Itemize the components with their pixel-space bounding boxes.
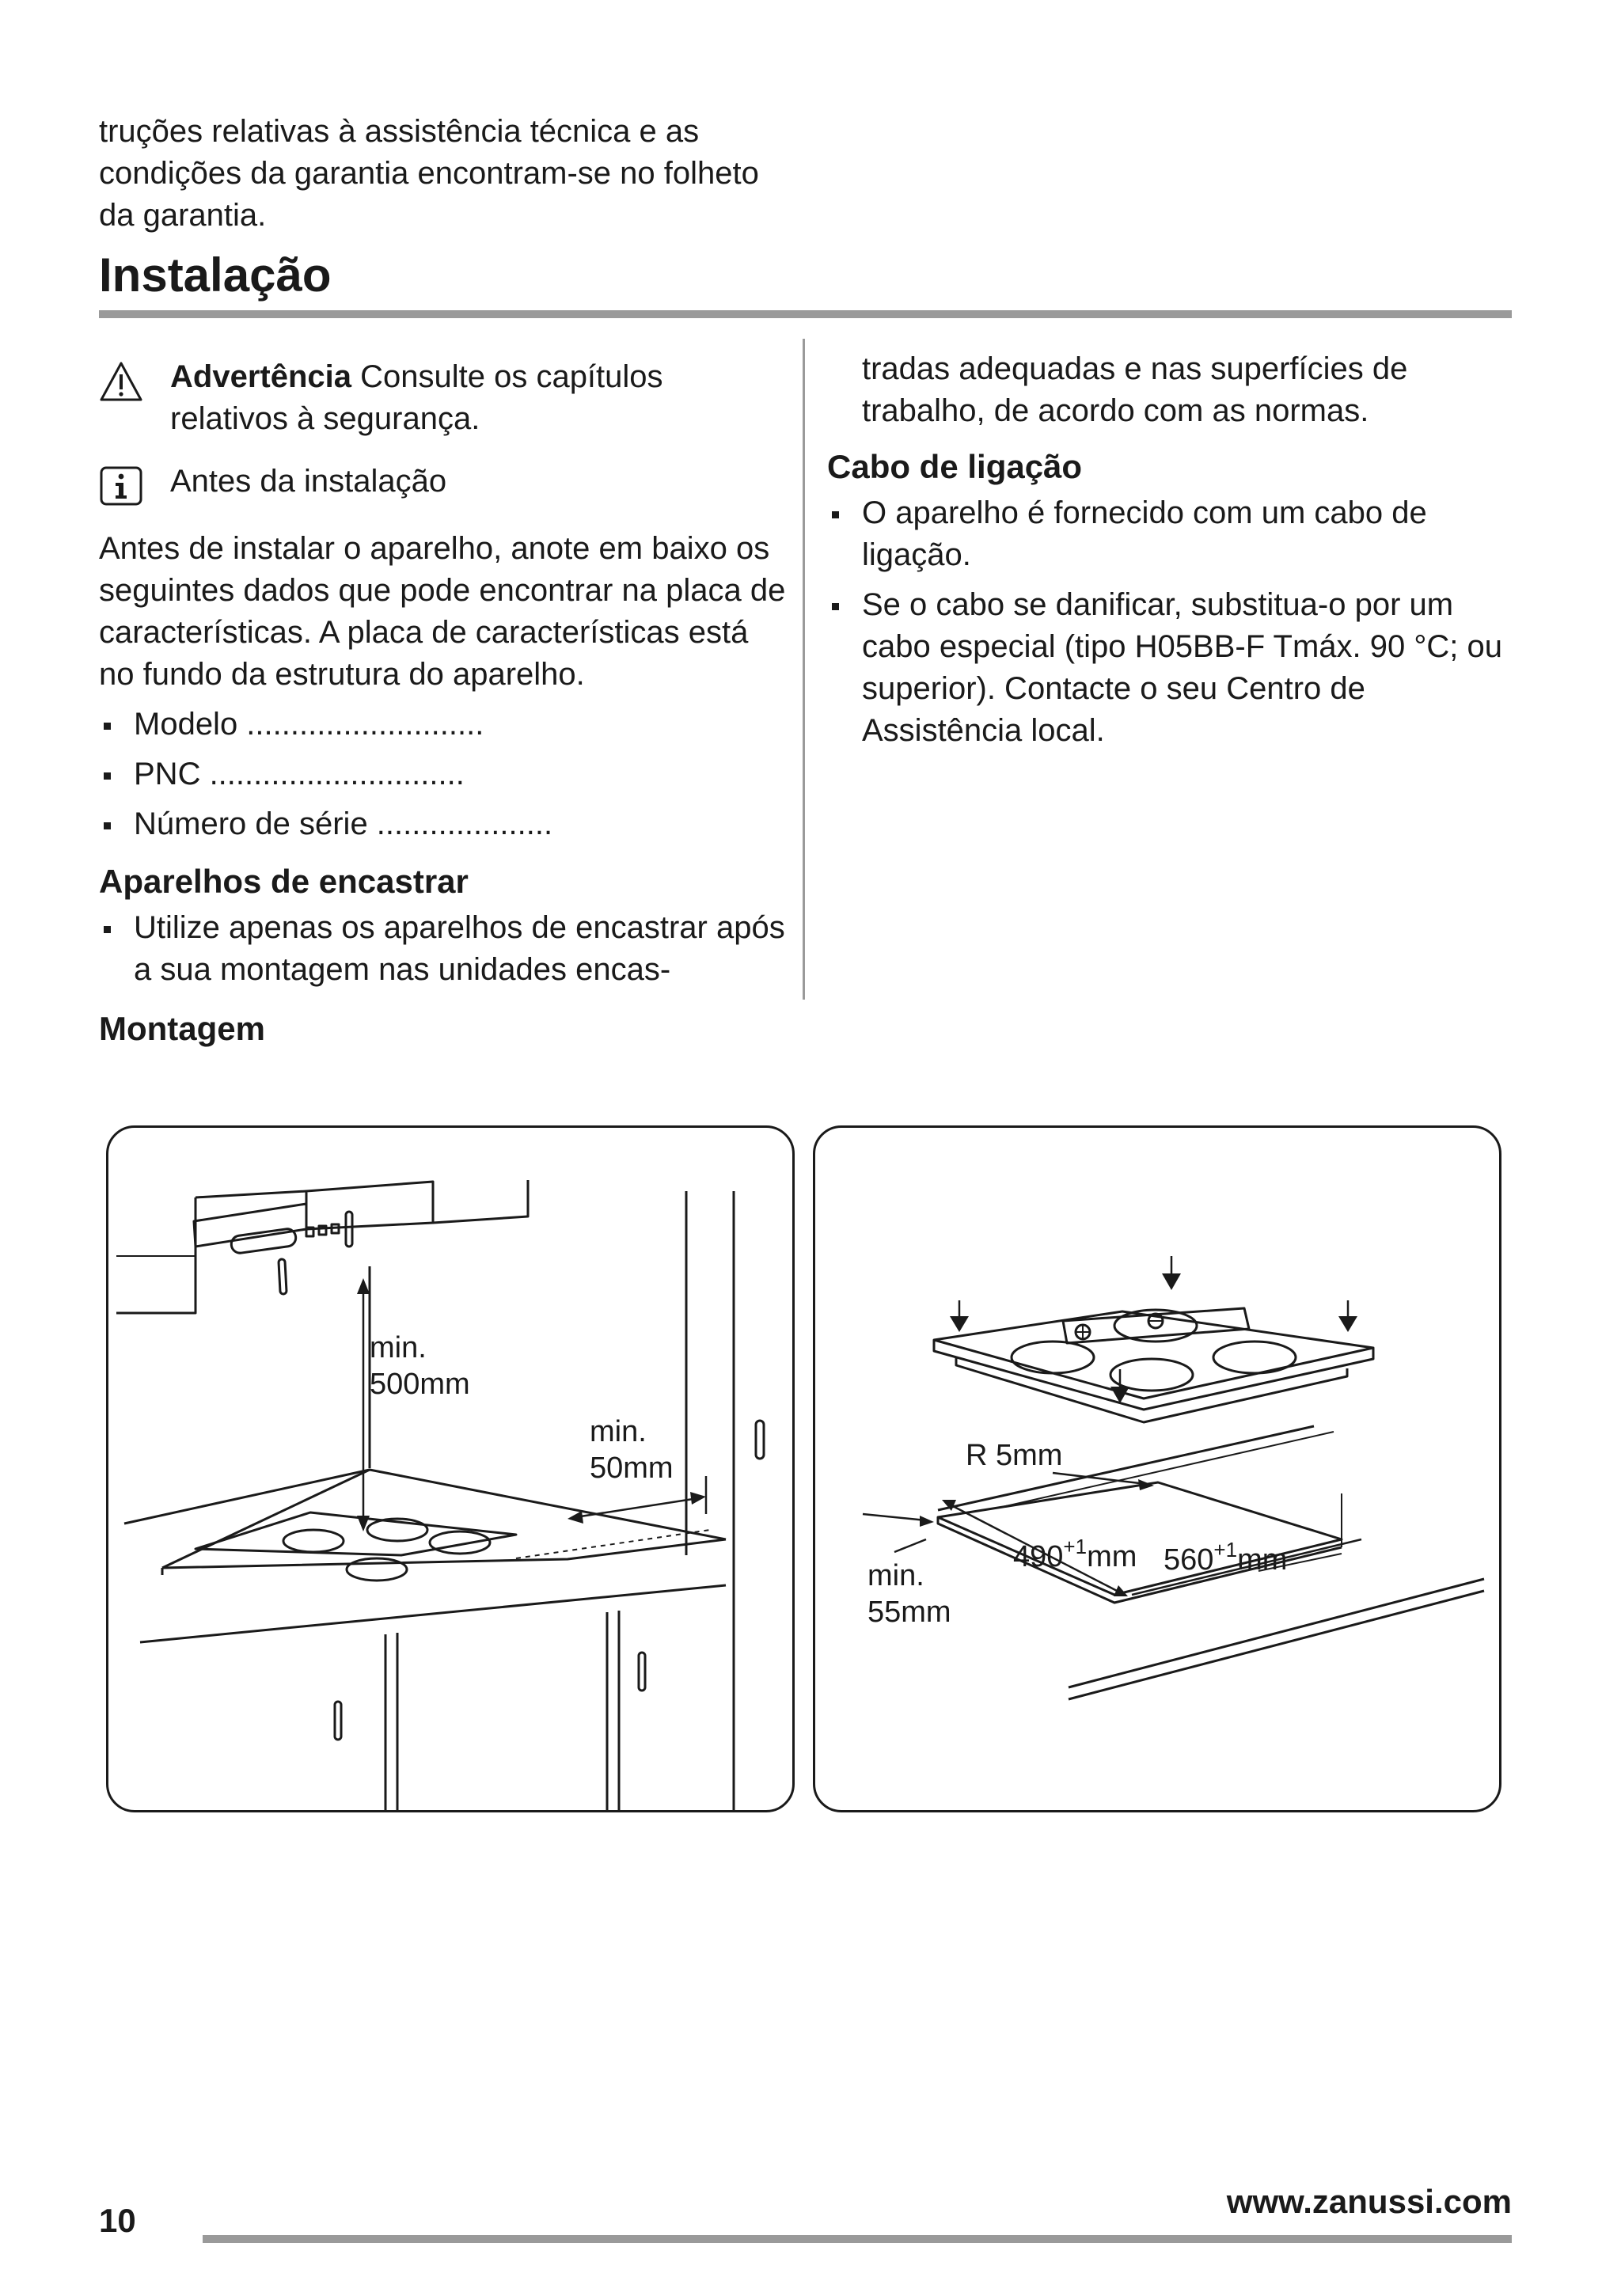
hood-distance-label-2: 500mm [370, 1368, 470, 1401]
info-text: Antes da instalação [170, 464, 447, 499]
built-in-continuation: tradas adequadas e nas superfícies de trabalho, de acordo com as normas. [862, 351, 1408, 428]
info-icon [99, 461, 170, 510]
list-item: PNC ............................. [99, 753, 792, 795]
built-in-list [99, 907, 792, 991]
section-title: Instalação [99, 249, 332, 302]
column-divider [803, 339, 805, 1000]
assembly-heading: Montagem [99, 1010, 265, 1047]
min-edge-label-2: 55mm [867, 1596, 951, 1629]
left-column [99, 356, 792, 1051]
width-label: $560^{+1}mm$ [1164, 1538, 1288, 1577]
min-edge-label-1: min. [867, 1559, 924, 1592]
list-item: Número de série .................... [99, 803, 792, 845]
list-item: Utilize apenas os aparelhos de encastrar após a sua montagem nas unidades encas- [99, 907, 792, 991]
rating-plate-list [99, 704, 792, 845]
warning-note [99, 356, 792, 440]
kitchen-illustration [108, 1128, 792, 1810]
cable-heading: Cabo de ligação [827, 448, 1083, 485]
warning-label: Advertência [170, 359, 351, 394]
hood-distance-label-1: min. [370, 1331, 427, 1364]
list-item: Se o cabo se danificar, substitua-o por um cabo especial (tipo H05BB-F Tmáx. 90 °C; ou superior). Contacte o seu Centro de Assistência local. [827, 584, 1508, 752]
figure-cutout-dimensions [813, 1125, 1501, 1812]
list-item: O aparelho é fornecido com um cabo de ligação. [827, 492, 1508, 576]
side-distance-label-1: min. [590, 1415, 647, 1448]
side-distance-label-2: 50mm [590, 1452, 674, 1485]
website-link[interactable]: www.zanussi.com [1226, 2183, 1512, 2220]
right-column [827, 348, 1508, 752]
built-in-heading: Aparelhos de encastrar [99, 863, 469, 900]
title-rule [99, 310, 1512, 318]
cable-list [827, 492, 1508, 752]
warning-text [170, 356, 788, 440]
warning-body: Consulte os capítulos relativos à segurança. [170, 359, 663, 436]
footer-rule [203, 2235, 1512, 2243]
intro-paragraph: truções relativas à assistência técnica e as condições da garantia encontram-se no folheto da garantia. [99, 114, 759, 233]
warning-icon [99, 356, 170, 406]
depth-label: $490^{+1}mm$ [1013, 1535, 1137, 1573]
figure-min-distances [106, 1125, 795, 1812]
radius-label: R 5mm [966, 1439, 1063, 1472]
cutout-illustration [815, 1128, 1499, 1810]
list-item: Modelo ........................... [99, 704, 792, 746]
page-number: 10 [99, 2202, 136, 2239]
info-note [99, 461, 792, 510]
before-install-text: Antes de instalar o aparelho, anote em baixo os seguintes dados que pode encontrar na placa de características. A placa de características está no fundo da estrutura do aparelho. [99, 531, 786, 692]
